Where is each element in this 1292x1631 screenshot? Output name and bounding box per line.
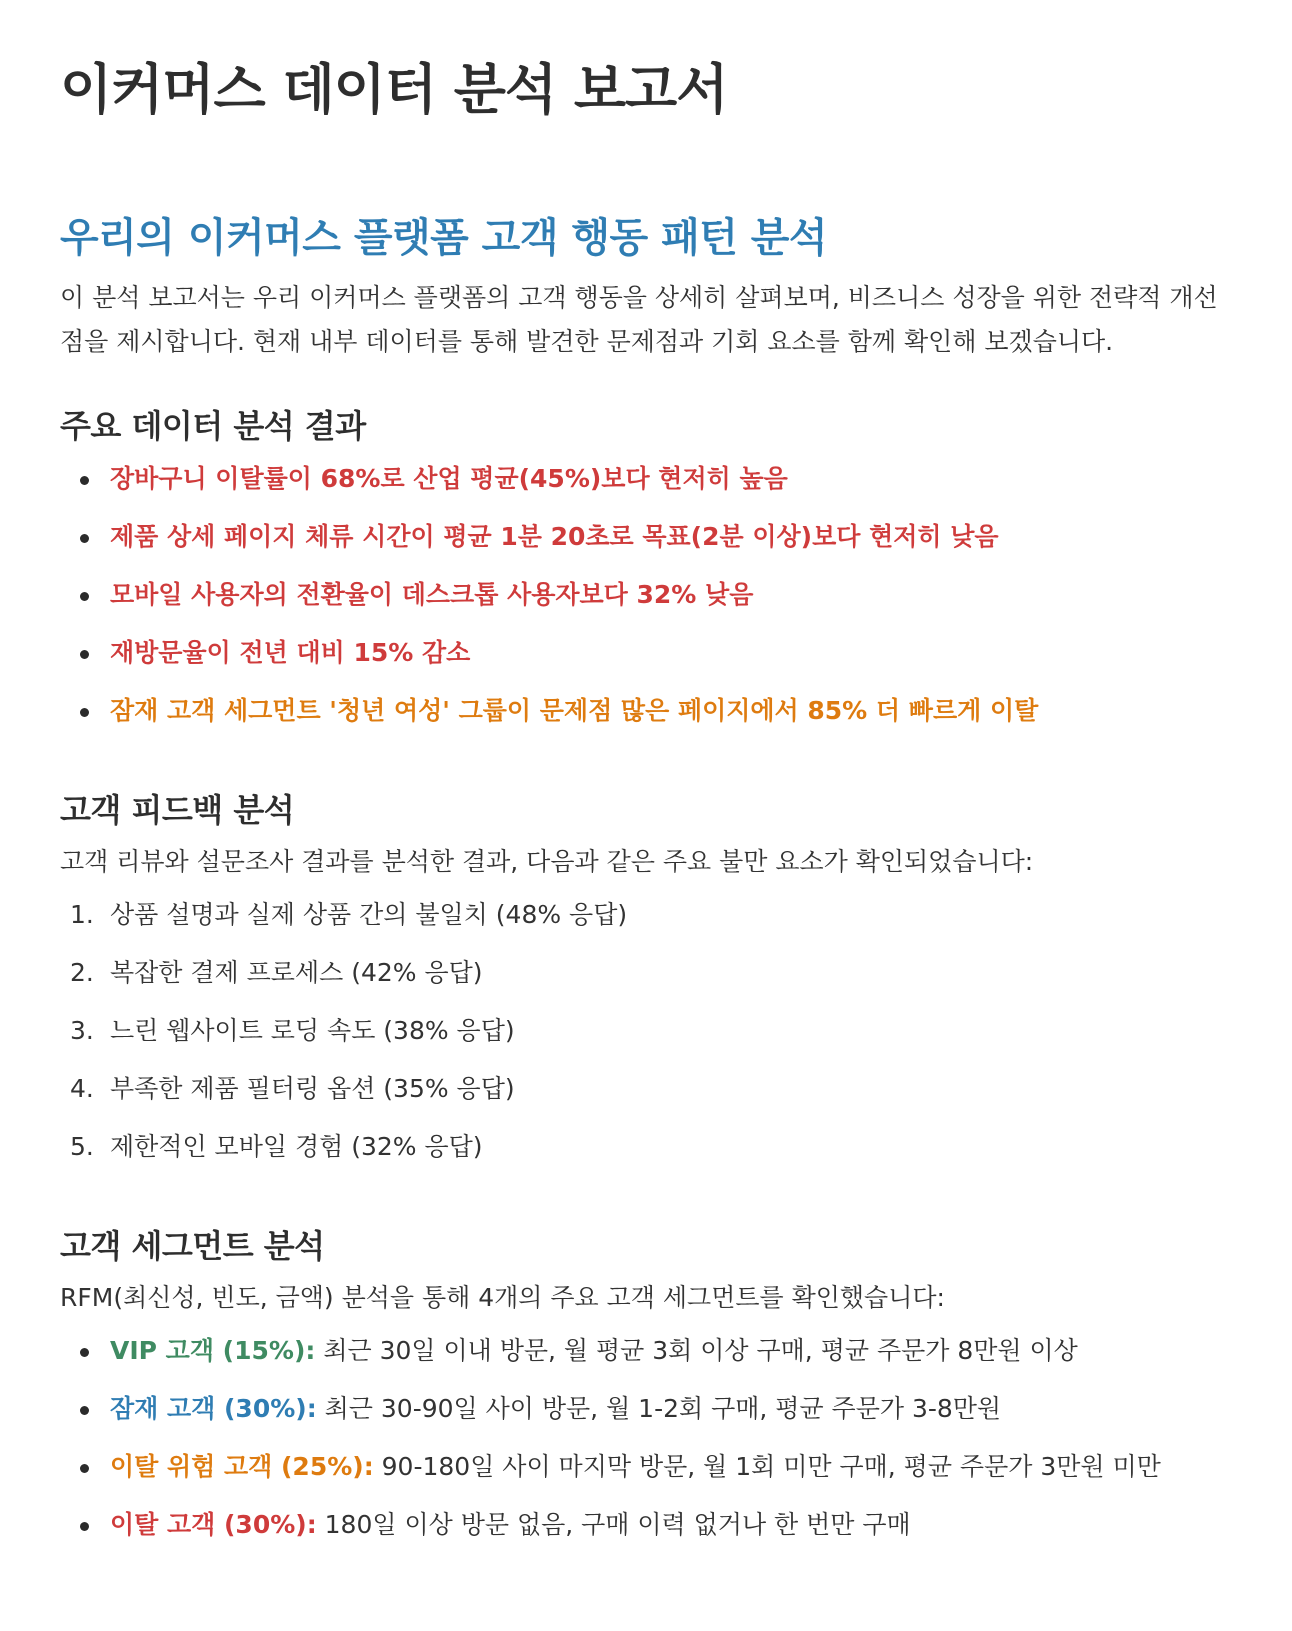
- list-number: 1.: [70, 900, 94, 929]
- segment-label-churned: 이탈 고객 (30%):: [110, 1510, 317, 1539]
- list-number: 3.: [70, 1016, 94, 1045]
- list-item: [60, 1496, 1232, 1554]
- list-number: 2.: [70, 958, 94, 987]
- list-item: [60, 944, 1232, 1002]
- list-item: [60, 1002, 1232, 1060]
- report-subtitle: 우리의 이커머스 플랫폼 고객 행동 패턴 분석: [60, 215, 828, 261]
- list-item: [60, 1438, 1232, 1496]
- list-item: 잠재 고객 세그먼트 '청년 여성' 그룹이 문제점 많은 페이지에서 85% 더 빠르게 이탈: [60, 682, 1232, 740]
- segments-heading: 고객 세그먼트 분석: [60, 1227, 325, 1265]
- page-title: 이커머스 데이터 분석 보고서: [60, 58, 728, 121]
- key-findings-heading: 주요 데이터 분석 결과: [60, 407, 366, 445]
- list-text: 제한적인 모바일 경험 (32% 응답): [110, 1132, 483, 1161]
- segment-desc: 최근 30-90일 사이 방문, 월 1-2회 구매, 평균 주문가 3-8만원: [316, 1394, 1002, 1423]
- segment-label-vip: VIP 고객 (15%):: [110, 1336, 316, 1365]
- segment-desc: 180일 이상 방문 없음, 구매 이력 없거나 한 번만 구매: [316, 1510, 911, 1539]
- list-item: [60, 1060, 1232, 1118]
- list-item: 제품 상세 페이지 체류 시간이 평균 1분 20초로 목표(2분 이상)보다 현저히 낮음: [60, 508, 1232, 566]
- feedback-intro: 고객 리뷰와 설문조사 결과를 분석한 결과, 다음과 같은 주요 불만 요소가 확인되었습니다:: [60, 847, 1034, 876]
- list-item: [60, 886, 1232, 944]
- segments-list: [60, 1322, 1232, 1554]
- list-item: [60, 1380, 1232, 1438]
- segment-label-at-risk: 이탈 위험 고객 (25%):: [110, 1452, 374, 1481]
- feedback-heading: 고객 피드백 분석: [60, 791, 295, 829]
- list-item: [60, 1118, 1232, 1176]
- segment-desc: 최근 30일 이내 방문, 월 평균 3회 이상 구매, 평균 주문가 8만원 이상: [315, 1336, 1078, 1365]
- segment-label-potential: 잠재 고객 (30%):: [110, 1394, 317, 1423]
- key-findings-list: [60, 450, 1232, 740]
- list-number: 4.: [70, 1074, 94, 1103]
- list-item: [60, 1322, 1232, 1380]
- segment-desc: 90-180일 사이 마지막 방문, 월 1회 미만 구매, 평균 주문가 3만원 미만: [373, 1452, 1161, 1481]
- list-text: 느린 웹사이트 로딩 속도 (38% 응답): [110, 1016, 515, 1045]
- list-item: 모바일 사용자의 전환율이 데스크톱 사용자보다 32% 낮음: [60, 566, 1232, 624]
- list-text: 상품 설명과 실제 상품 간의 불일치 (48% 응답): [110, 900, 628, 929]
- list-item: 장바구니 이탈률이 68%로 산업 평균(45%)보다 현저히 높음: [60, 450, 1232, 508]
- list-number: 5.: [70, 1132, 94, 1161]
- intro-paragraph: 이 분석 보고서는 우리 이커머스 플랫폼의 고객 행동을 상세히 살펴보며, 비즈니스 성장을 위한 전략적 개선점을 제시합니다. 현재 내부 데이터를 통해 발견한 문제점과 기회 요소를 함께 확인해 보겠습니다.: [60, 283, 1218, 356]
- segments-intro: RFM(최신성, 빈도, 금액) 분석을 통해 4개의 주요 고객 세그먼트를 확인했습니다:: [60, 1283, 945, 1312]
- feedback-list: [60, 886, 1232, 1176]
- list-item: 재방문율이 전년 대비 15% 감소: [60, 624, 1232, 682]
- list-text: 부족한 제품 필터링 옵션 (35% 응답): [110, 1074, 515, 1103]
- list-text: 복잡한 결제 프로세스 (42% 응답): [110, 958, 483, 987]
